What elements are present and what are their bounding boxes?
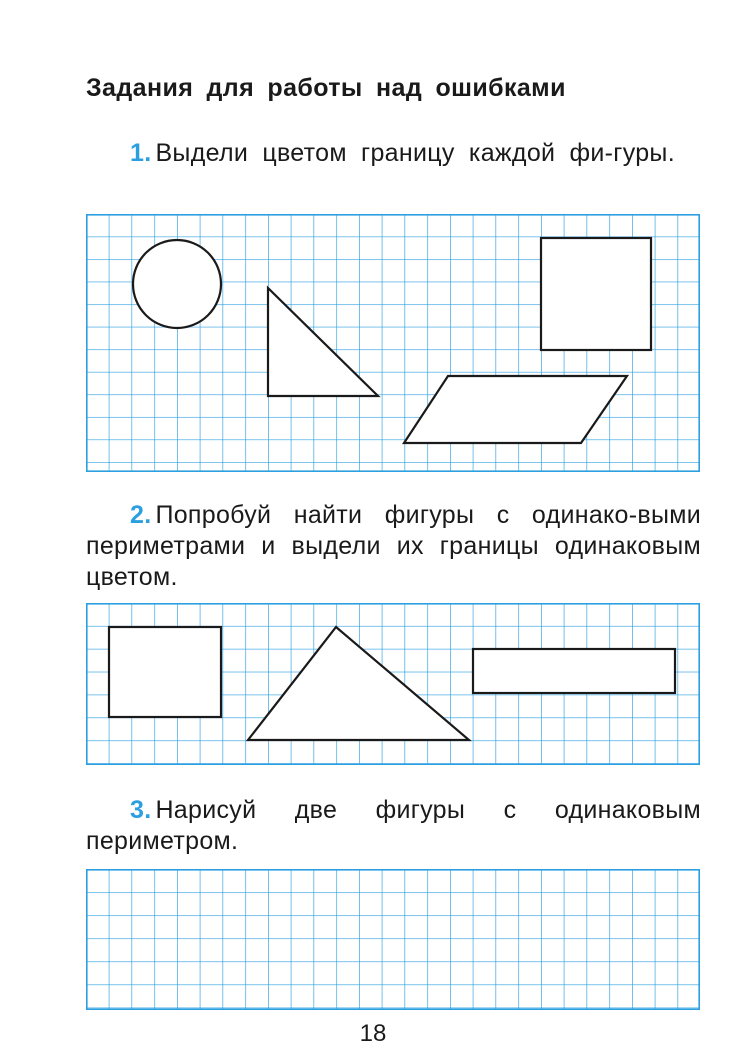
empty-grid [86, 869, 700, 1010]
task-1-text: Выдели цветом границу каждой фи-гуры. [155, 139, 675, 167]
task-1-grid[interactable] [86, 214, 700, 472]
section-heading: Задания для работы над ошибками [86, 74, 566, 102]
task-1-figures [86, 214, 700, 472]
page-number: 18 [359, 1020, 387, 1047]
task-3-number: 3. [130, 796, 152, 824]
task-3-text: Нарисуй две фигуры с одинаковым периметром. [86, 796, 701, 855]
grid-lines [86, 869, 700, 1010]
task-1 [86, 138, 701, 169]
square-shape [541, 238, 651, 350]
task-3-drawing-grid[interactable] [86, 869, 700, 1010]
task-3 [86, 795, 701, 857]
task-2-text: Попробуй найти фигуры с одинако-выми периметрами и выдели их границы одинаковым цветом. [86, 501, 701, 591]
task-2-grid[interactable] [86, 603, 700, 765]
circle-shape [133, 240, 221, 328]
task-1-number: 1. [130, 139, 152, 167]
rectangle-shape [109, 627, 221, 717]
task-2-figures [86, 603, 700, 765]
task-2-number: 2. [130, 501, 152, 529]
task-2 [86, 500, 701, 593]
long-rectangle-shape [473, 649, 675, 693]
